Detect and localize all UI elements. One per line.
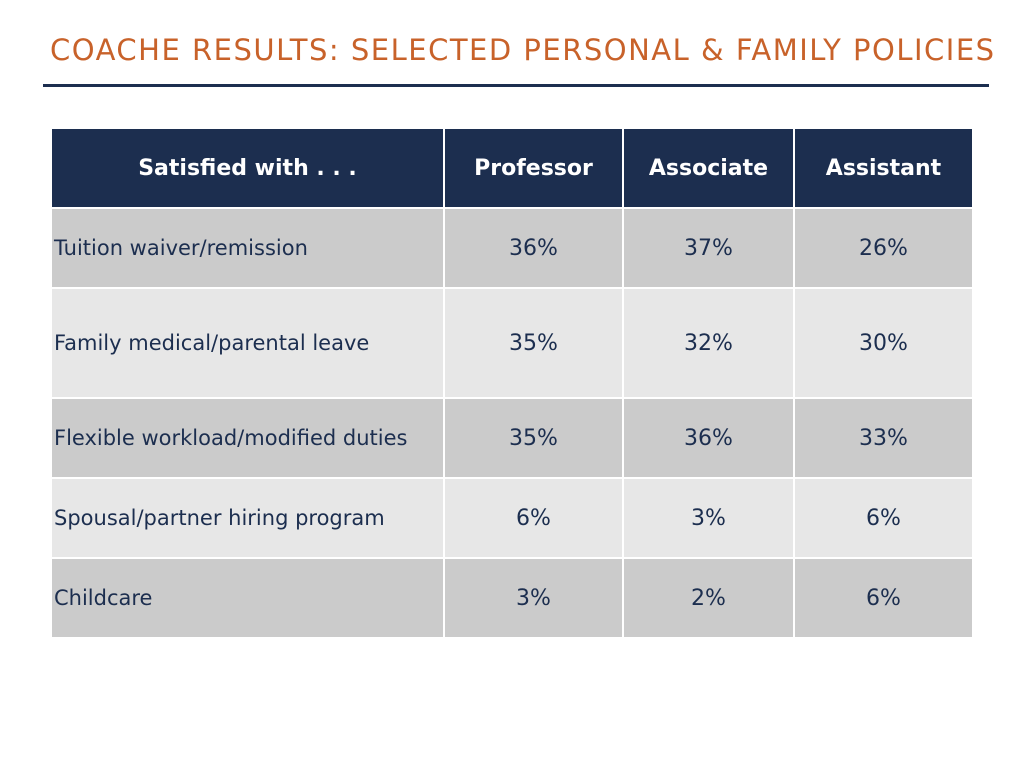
table-row <box>51 288 973 398</box>
associate-value: 37% <box>623 208 794 288</box>
row-label: Family medical/parental leave <box>51 288 444 398</box>
header-professor: Professor <box>444 128 623 208</box>
professor-value: 3% <box>444 558 623 638</box>
row-label: Flexible workload/modified duties <box>51 398 444 478</box>
professor-value: 36% <box>444 208 623 288</box>
assistant-value: 30% <box>794 288 973 398</box>
table-header-row <box>51 128 973 208</box>
table-row <box>51 398 973 478</box>
row-label: Spousal/partner hiring program <box>51 478 444 558</box>
assistant-value: 33% <box>794 398 973 478</box>
table-row <box>51 208 973 288</box>
row-label: Tuition waiver/remission <box>51 208 444 288</box>
page-title: COACHE RESULTS: SELECTED PERSONAL & FAMILY POLICIES <box>50 33 996 67</box>
professor-value: 6% <box>444 478 623 558</box>
header-assistant: Assistant <box>794 128 973 208</box>
associate-value: 32% <box>623 288 794 398</box>
assistant-value: 26% <box>794 208 973 288</box>
row-label: Childcare <box>51 558 444 638</box>
associate-value: 36% <box>623 398 794 478</box>
associate-value: 3% <box>623 478 794 558</box>
professor-value: 35% <box>444 398 623 478</box>
title-divider <box>43 84 989 87</box>
table-row <box>51 478 973 558</box>
table-row <box>51 558 973 638</box>
assistant-value: 6% <box>794 478 973 558</box>
header-satisfied-with: Satisfied with . . . <box>51 128 444 208</box>
results-table <box>50 127 974 639</box>
assistant-value: 6% <box>794 558 973 638</box>
professor-value: 35% <box>444 288 623 398</box>
associate-value: 2% <box>623 558 794 638</box>
header-associate: Associate <box>623 128 794 208</box>
